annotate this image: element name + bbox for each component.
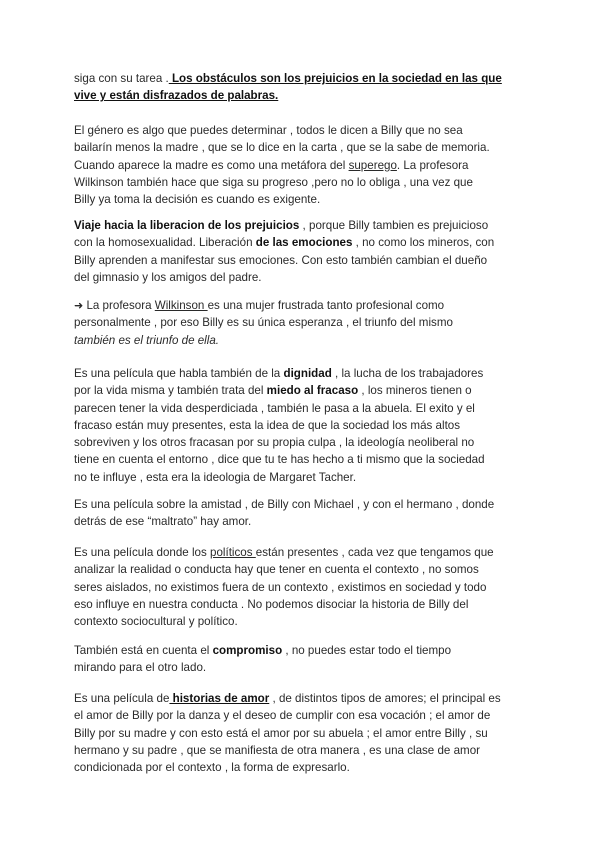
- text-run: La profesora: [83, 299, 155, 312]
- text-line: seres aislados, no existimos fuera de un contexto , existimos en sociedad y todo: [74, 580, 487, 594]
- text-run: , porque Billy tambien es prejuicioso: [299, 219, 489, 232]
- text-line: el amor de Billy por la danza y el deseo de cumplir con esa vocación ; el amor de: [74, 709, 491, 723]
- bold-phrase: Viaje hacia la liberacion de los prejuicios: [74, 219, 300, 232]
- paragraph-friendship: [74, 496, 530, 531]
- text-line: El género es algo que puedes determinar , todos le dicen a Billy que no sea: [74, 124, 463, 137]
- text-line: Billy ya toma la decisión es cuando es exigente.: [74, 193, 321, 207]
- text-line: Es una película sobre la amistad , de Billy con Michael , y con el hermano , donde: [74, 498, 495, 511]
- text-line: Wilkinson también hace que siga su progreso ,pero no lo obliga , una vez que: [74, 175, 473, 189]
- text-line: [74, 382, 530, 399]
- text-line: [74, 157, 530, 174]
- text-run: , los mineros tienen o: [358, 384, 472, 398]
- text-run: Es una película donde los: [74, 546, 211, 559]
- text-line: fracaso están muy presentes, esta la idea de que la sociedad los más altos: [74, 418, 461, 432]
- text-line: [74, 70, 530, 87]
- underlined-name: Wilkinson: [154, 299, 208, 312]
- text-run: con la homosexualidad. Liberación: [74, 236, 256, 250]
- underlined-term-superego: superego: [348, 158, 397, 172]
- text-line: sobreviven y los otros fracasan por su propia culpa , la ideología neoliberal no: [74, 436, 475, 450]
- paragraph-liberation: [74, 217, 530, 286]
- text-run: están presentes , cada vez que tengamos que: [255, 546, 494, 559]
- text-line: Billy por su madre y con esto está el amor por su abuela ; el amor entre Billy , su: [74, 726, 488, 740]
- text-line: Billy aprenden a manifestar sus emociones. Con esto también cambian el dueño: [74, 253, 488, 267]
- text-run: Es una película que habla también de la: [74, 367, 284, 380]
- underlined-term: políticos: [210, 546, 256, 559]
- italic-text: también es el triunfo de ella.: [74, 333, 220, 347]
- text-line: [74, 234, 530, 251]
- text-run: Cuando aparece la madre es como una metáfora del: [74, 158, 349, 172]
- text-run: , la lucha de los trabajadores: [331, 367, 484, 380]
- text-run: . La profesora: [396, 158, 469, 172]
- text-line: personalmente , por eso Billy es su única esperanza , el triunfo del mismo: [74, 316, 453, 330]
- text-line: parecen tener la vida desperdiciada , también le pasa a la abuela. El exito y el: [74, 401, 475, 415]
- text-run: , de distintos tipos de amores; el principal es: [269, 692, 501, 705]
- text-line: bailarín menos la madre , que se lo dice en la carta , que se la sabe de memoria.: [74, 141, 490, 155]
- text-line: [74, 297, 530, 314]
- text-run: siga con su tarea .: [74, 72, 169, 85]
- paragraph-wilkinson: [74, 297, 530, 349]
- text-line: [74, 87, 530, 104]
- paragraph-love-stories: [74, 690, 530, 776]
- text-line: no te influye , esta era la ideologia de Margaret Tacher.: [74, 470, 357, 484]
- paragraph-politics: [74, 544, 530, 630]
- text-line: [74, 365, 530, 382]
- bold-phrase: miedo al fracaso: [266, 384, 359, 398]
- bold-underlined-text: Los obstáculos son los prejuicios en la sociedad en las que: [168, 72, 502, 85]
- text-line: tiene en cuenta el entorno , dice que tu te has hecho a ti mismo que la sociedad: [74, 453, 485, 467]
- bold-phrase: compromiso: [212, 644, 283, 657]
- paragraph-obstacles: [74, 70, 530, 105]
- bold-underlined-text: vive y están disfrazados de palabras.: [74, 89, 279, 103]
- text-line: contexto sociocultural y político.: [74, 615, 238, 629]
- text-run: , no puedes estar todo el tiempo: [282, 644, 452, 657]
- text-run: por la vida misma y también trata del: [74, 384, 267, 398]
- text-line: [74, 544, 530, 561]
- bold-phrase: dignidad: [283, 367, 332, 380]
- text-line: [74, 642, 530, 659]
- text-line: del gimnasio y los amigos del padre.: [74, 270, 262, 284]
- bold-underlined-text: historias de amor: [169, 692, 270, 705]
- text-line: [74, 332, 530, 349]
- text-line: [74, 690, 530, 707]
- text-line: hermano y su padre , que se manifiesta de otra manera , es una clase de amor: [74, 743, 481, 757]
- paragraph-dignity: [74, 365, 530, 486]
- arrow-icon: ➜: [74, 299, 84, 312]
- text-run: También está en cuenta el: [74, 644, 213, 657]
- text-run: , no como los mineros, con: [352, 236, 495, 250]
- text-line: detrás de ese “maltrato” hay amor.: [74, 515, 252, 529]
- text-line: [74, 217, 530, 234]
- bold-phrase: de las emociones: [255, 236, 353, 250]
- paragraph-gender: [74, 122, 530, 208]
- text-line: condicionada por el contexto , la forma de expresarlo.: [74, 761, 350, 775]
- paragraph-commitment: [74, 642, 530, 677]
- text-run: Es una película de: [74, 692, 170, 705]
- text-line: analizar la realidad o conducta hay que tener en cuenta el contexto , no somos: [74, 563, 479, 577]
- text-line: mirando para el otro lado.: [74, 661, 207, 675]
- text-line: eso influye en nuestra conducta . No podemos disociar la historia de Billy del: [74, 597, 469, 611]
- text-run: es una mujer frustrada tanto profesional como: [207, 299, 445, 312]
